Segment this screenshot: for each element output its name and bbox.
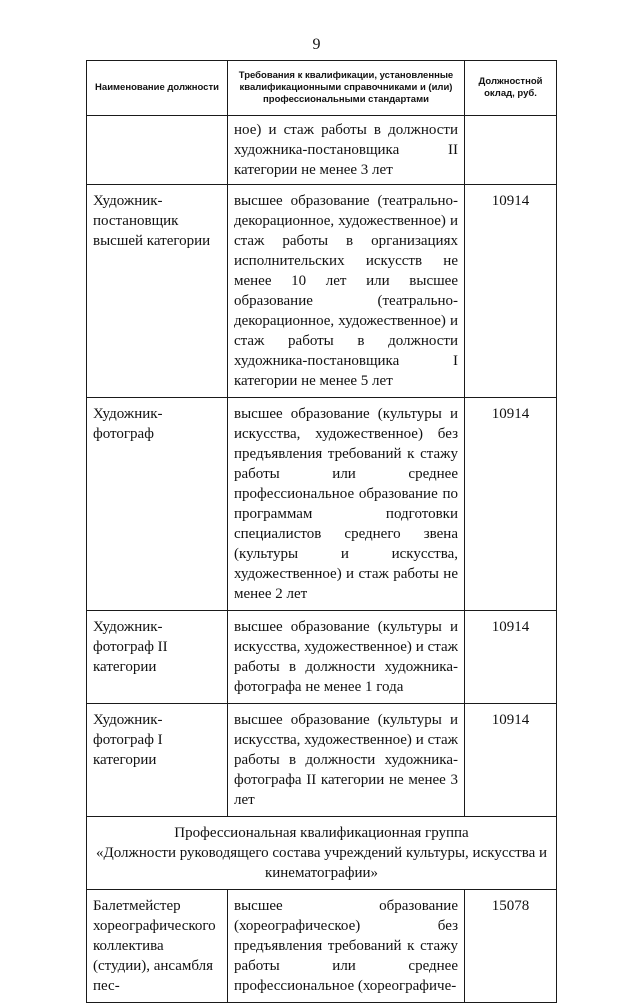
header-position: Наименование должности [87,61,228,116]
salary-cell: 10914 [465,185,557,398]
position-cell: Балетмейстер хореографического коллектива (студии), ансамбля пес- [87,890,228,1003]
salary-cell: 10914 [465,398,557,611]
header-requirements: Требования к квалификации, установленные квалификационными справочниками и (или) профессиональными стандартами [228,61,465,116]
position-cell: Художник-постановщик высшей категории [87,185,228,398]
qualification-table [86,60,557,1003]
requirements-cell: высшее образование (культуры и искусства, художественное) и стаж работы в должности художника-фотографа II категории не менее 3 лет [228,704,465,817]
position-cell: Художник-фотограф II категории [87,611,228,704]
table-row [87,611,557,704]
requirements-cell: высшее образование (культуры и искусства, художественное) без предъявления требований к стажу работы или среднее профессиональное образование по программам подготовки специалистов среднего звена (культуры и искусства, художественное) и стаж работы не менее 2 лет [228,398,465,611]
group-heading-line2: «Должности руководящего состава учреждений культуры, искусства и кинематографии» [95,845,548,881]
group-heading [87,817,557,890]
requirements-cell: высшее образование (театрально-декорационное, художественное) и стаж работы в организациях исполнительских искусств не менее 10 лет или высшее образование (театрально-декорационное, художественное) и стаж работы в должности художника-постановщика I категории не менее 5 лет [228,185,465,398]
requirements-cell: ное) и стаж работы в должности художника-постановщика II категории не менее 3 лет [228,116,465,185]
table-row [87,704,557,817]
group-heading-row [87,817,557,890]
requirements-cell: высшее образование (хореографическое) без предъявления требований к стажу работы или среднее профессиональное (хореографиче- [228,890,465,1003]
table-row [87,890,557,1003]
position-cell [87,116,228,185]
group-heading-line1: Профессиональная квалификационная группа [174,825,469,841]
salary-cell: 10914 [465,704,557,817]
page-number: 9 [312,36,321,53]
table-row [87,116,557,185]
position-cell: Художник-фотограф I категории [87,704,228,817]
salary-cell: 10914 [465,611,557,704]
table-row [87,185,557,398]
table-header-row [87,61,557,116]
table-row [87,398,557,611]
salary-cell [465,116,557,185]
requirements-cell: высшее образование (культуры и искусства, художественное) и стаж работы в должности художника-фотографа не менее 1 года [228,611,465,704]
header-salary: Должностной оклад, руб. [465,61,557,116]
position-cell: Художник-фотограф [87,398,228,611]
salary-cell: 15078 [465,890,557,1003]
